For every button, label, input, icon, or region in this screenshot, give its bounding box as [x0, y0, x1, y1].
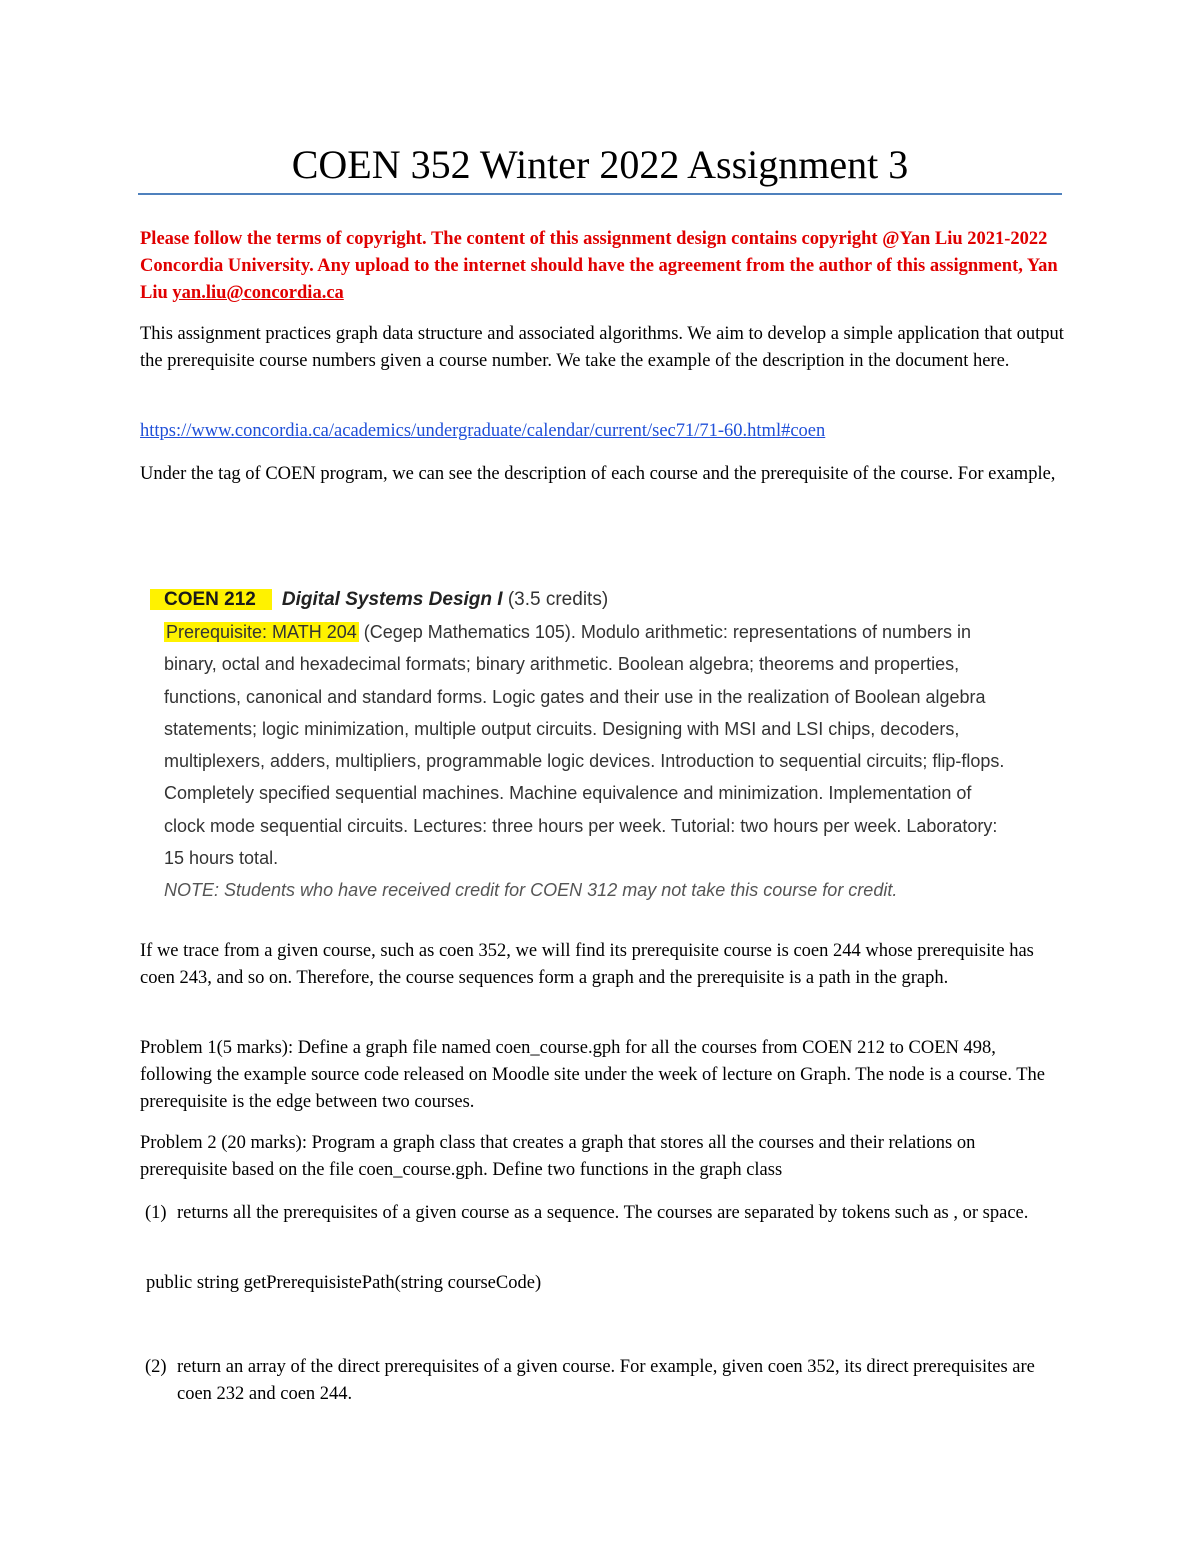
problem-1: Problem 1(5 marks): Define a graph file named coen_course.gph for all the courses from COEN 212 to COEN 498, following the example source code released on Moodle site under the week of lecture on Graph. The node is a course. The prerequisite is the edge between two courses. [140, 1038, 1045, 1112]
course-credits: (3.5 credits) [502, 589, 609, 610]
copyright-text: Please follow the terms of copyright. The content of this assignment design contains copyright @Yan Liu 2021-2022 Concordia University. Any upload to the internet should have the agreement from the author of this assignment, Yan Liu [140, 229, 1058, 303]
list-item-2 [145, 1354, 1065, 1408]
course-note: NOTE: Students who have received credit for COEN 312 may not take this course for credit. [164, 880, 898, 901]
under-tag-paragraph: Under the tag of COEN program, we can see the description of each course and the prerequisite of the course. For example, [140, 464, 1056, 484]
document-title: COEN 352 Winter 2022 Assignment 3 [291, 142, 909, 187]
method-signature: public string getPrerequisistePath(string courseCode) [146, 1273, 542, 1293]
course-name: Digital Systems Design I [281, 589, 503, 610]
reference-link-line [140, 418, 1065, 445]
trace-paragraph: If we trace from a given course, such as coen 352, we will find its prerequisite course is coen 244 whose prerequisite has coen 243, and so on. Therefore, the course sequences form a graph and the prerequisite is a path in the graph. [140, 941, 1034, 988]
course-description-image [150, 578, 1030, 908]
list-text: returns all the prerequisites of a given course as a sequence. The courses are separated by tokens such as , or space. [177, 1203, 1029, 1223]
problem-2: Problem 2 (20 marks): Program a graph class that creates a graph that stores all the courses and their relations on prerequisite based on the file coen_course.gph. Define two functions in the graph class [140, 1133, 976, 1180]
course-heading [150, 584, 608, 616]
list-text: return an array of the direct prerequisites of a given course. For example, given coen 352, its direct prerequisites are coen 232 and coen 244. [177, 1357, 1035, 1404]
list-item-1 [145, 1200, 1065, 1227]
intro-paragraph: This assignment practices graph data structure and associated algorithms. We aim to develop a simple application that output the prerequisite course numbers given a course number. We take the example of the description in the document here. [140, 324, 1064, 371]
copyright-notice [140, 226, 1065, 307]
course-description-text: (Cegep Mathematics 105). Modulo arithmetic: representations of numbers in binary, octal and hexadecimal formats; binary arithmetic. Boolean algebra; theorems and properties, functions, canonical and standard forms. Logic gates and their use in the realization of Boolean algebra statements; logic minimization, multiple output circuits. Designing with MSI and LSI chips, decoders, multiplexers, adders, multipliers, programmable logic devices. Introduction to sequential circuits; flip-flops. Completely specified sequential machines. Machine equivalence and minimization. Implementation of clock mode sequential circuits. Lectures: three hours per week. Tutorial: two hours per week. Laboratory: 15 hours total. [164, 622, 1005, 869]
calendar-link[interactable]: https://www.concordia.ca/academics/undergraduate/calendar/current/sec71/71-60.html#coen [140, 421, 826, 441]
author-email-link[interactable]: yan.liu@concordia.ca [172, 283, 344, 303]
course-body [164, 616, 1014, 907]
list-number: (2) [145, 1357, 167, 1377]
course-code: COEN 212 [150, 589, 272, 610]
title-underline [138, 193, 1062, 195]
course-prerequisite: Prerequisite: MATH 204 [166, 622, 357, 642]
list-number: (1) [145, 1203, 167, 1223]
course-description [164, 616, 1014, 874]
